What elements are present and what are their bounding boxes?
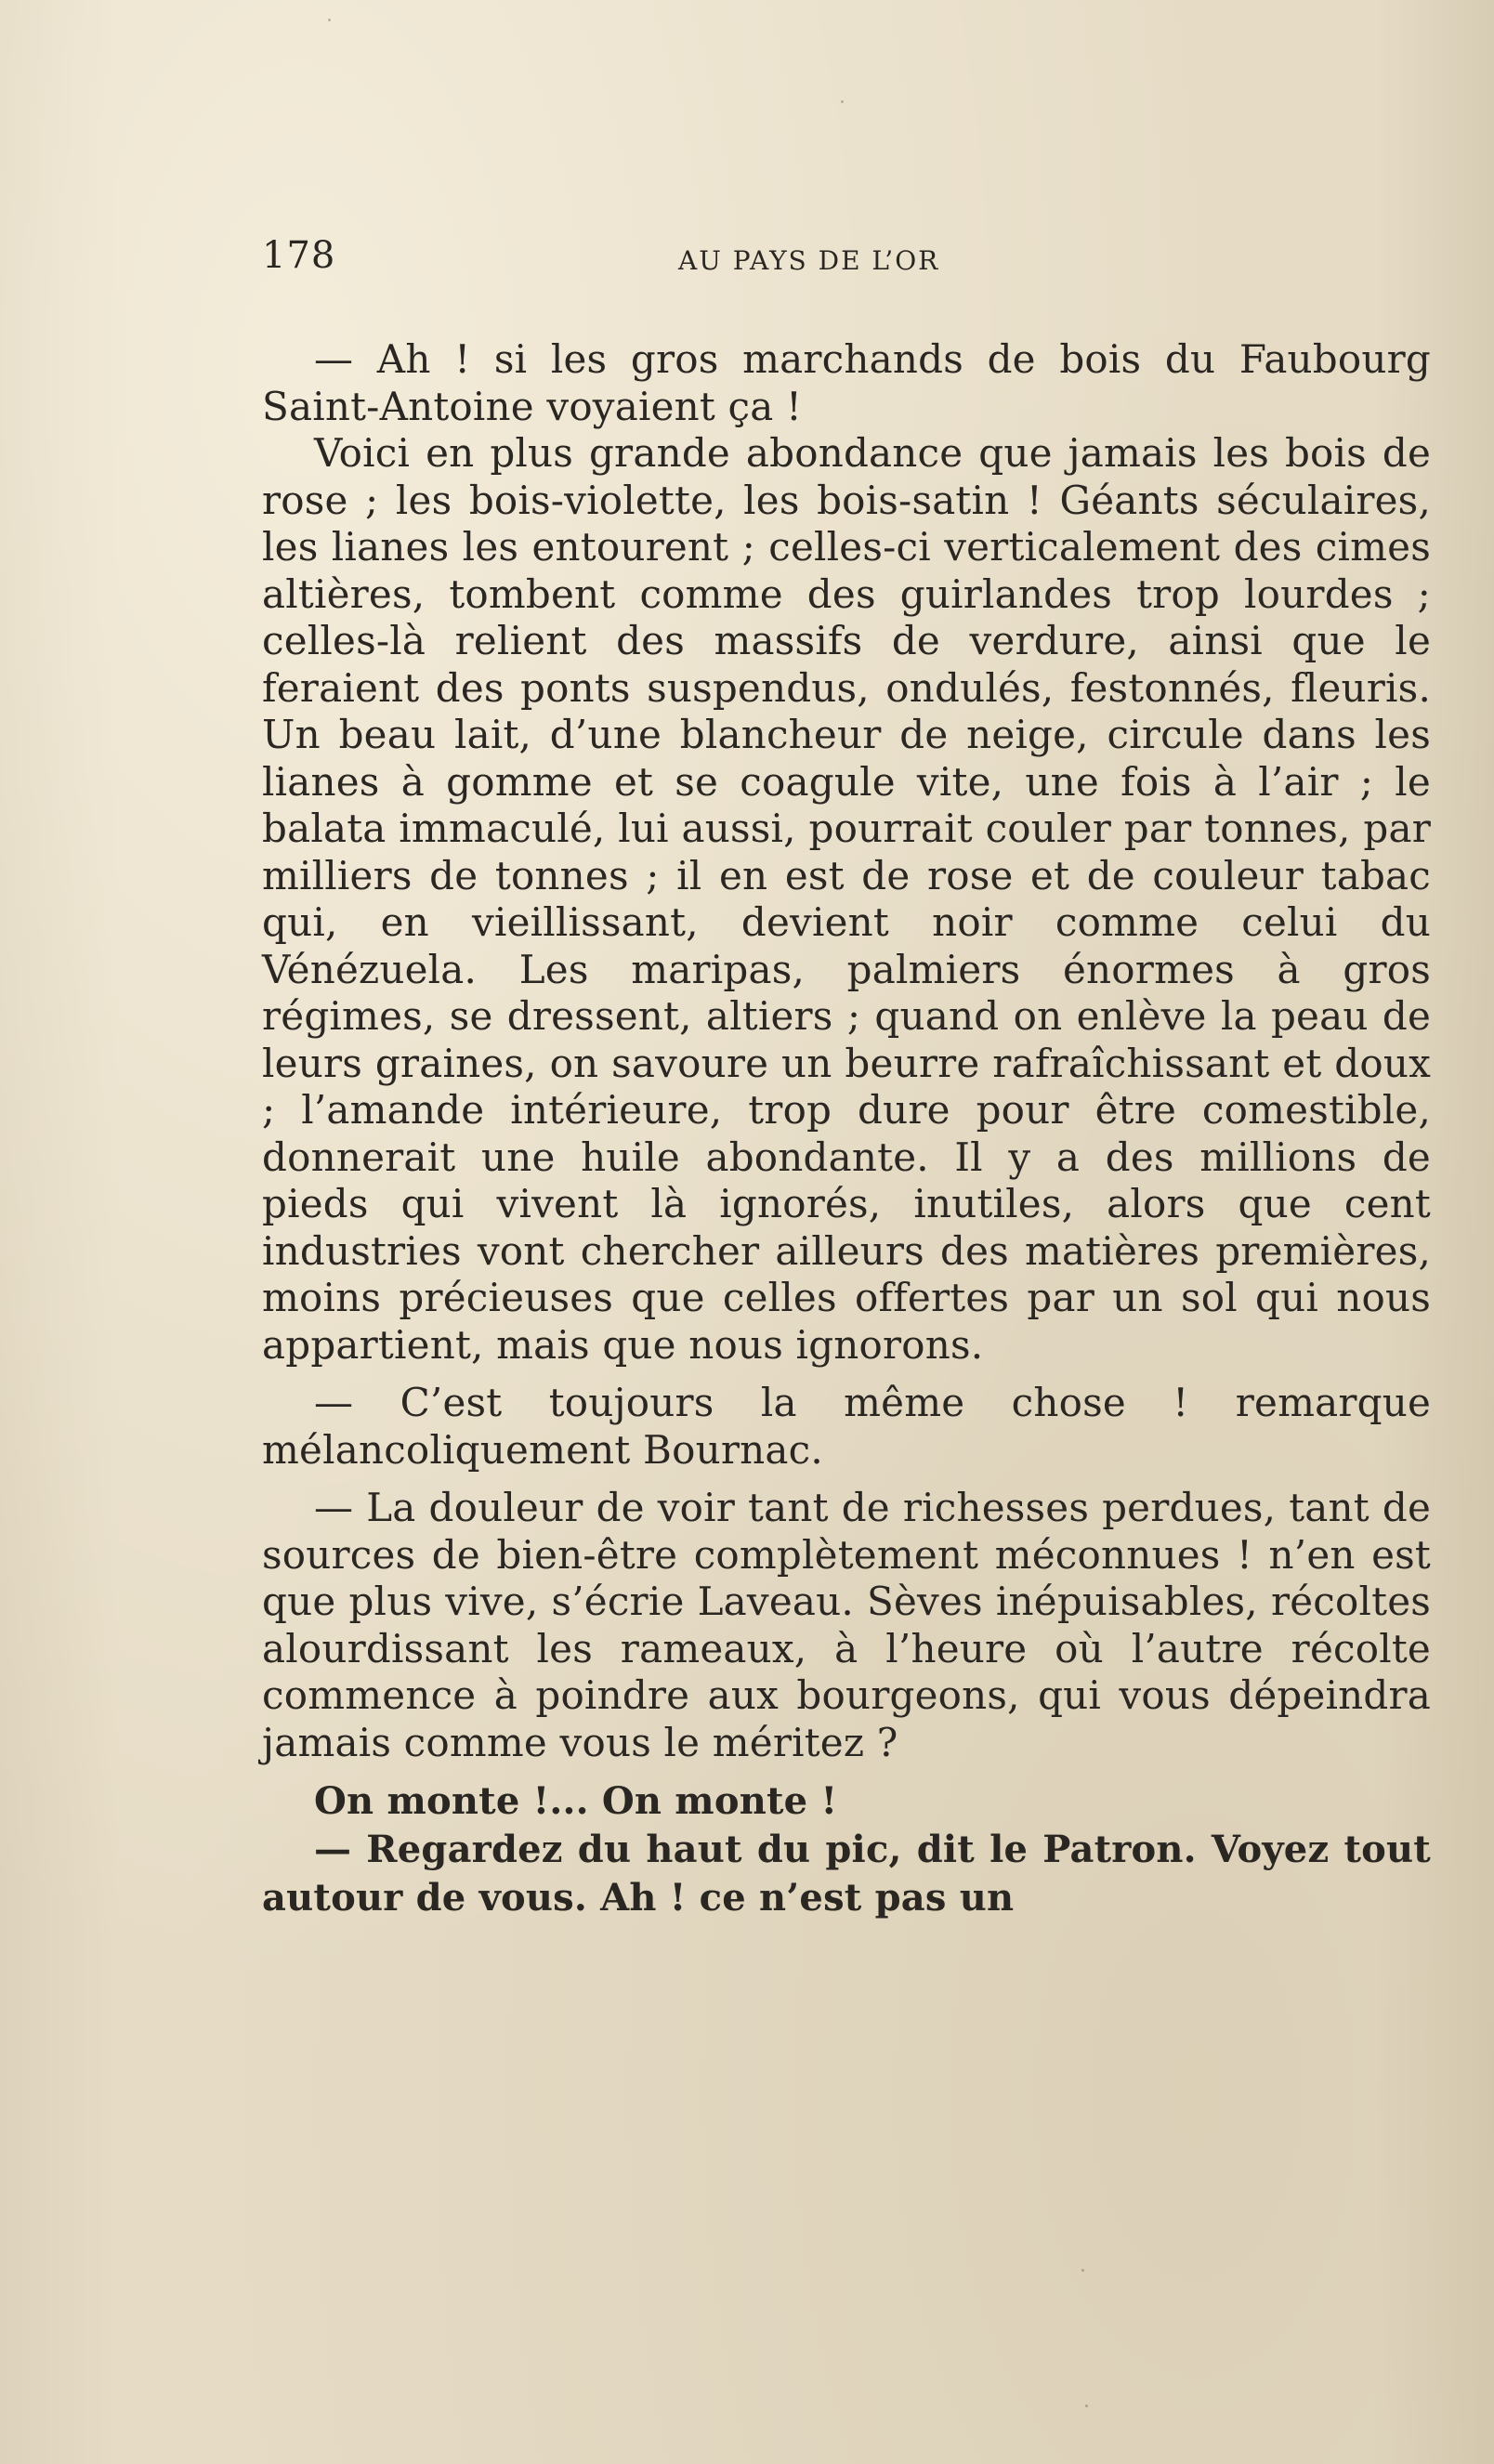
paragraph-forest-description: Voici en plus grande abondance que jamais les bois de rose ; les bois-violette, les bois-satin ! Géants séculaires, les lianes les entourent ; celles-ci verticalement des cimes altières, tombent comme des guirlandes trop lourdes ; celles-là relient des massifs de verdure, ainsi que le feraient des ponts suspendus, ondulés, festonnés, fleuris. Un beau lait, d’une blancheur de neige, circule dans les lianes à gomme et se coagule vite, une fois à l’air ; le balata immaculé, lui aussi, pourrait couler par tonnes, par milliers de tonnes ; il en est de rose et de couleur tabac qui, en vieillissant, devient noir comme celui du Vénézuela. Les maripas, palmiers énormes à gros régimes, se dressent, altiers ; quand on enlève la peau de leurs graines, on savoure un beurre rafraîchissant et doux ; l’amande intérieure, trop dure pour être comestible, donnerait une huile abondante. Il y a des millions de pieds qui vivent là ignorés, inutiles, alors que cent industries vont chercher ailleurs des matières premières, moins précieuses que celles offertes par un sol qui nous appartient, mais que nous ignorons. [262, 430, 1431, 1368]
running-head [262, 234, 1431, 290]
page-number: 178 [262, 234, 336, 277]
paragraph-on-monte: On monte !... On monte ! [314, 1779, 838, 1823]
paragraph-exclamation: — Ah ! si les gros marchands de bois du Faubourg Saint-Antoine voyaient ça ! [262, 336, 1431, 429]
paper-speck [328, 19, 331, 21]
paragraph-patron-speech: — Regardez du haut du pic, dit le Patron. Voyez tout autour de vous. Ah ! ce n’est pas un [262, 1828, 1431, 1920]
paragraph-laveau-exclamation: — La douleur de voir tant de richesses perdues, tant de sources de bien-être complètement méconnues ! n’en est que plus vive, s’écrie Laveau. Sèves inépuisables, récoltes alourdissant les rameaux, à l’heure où l’autre récolte commence à poindre aux bourgeons, qui vous dépeindra jamais comme vous le méritez ? [262, 1485, 1431, 1765]
running-title: AU PAYS DE L’OR [678, 245, 940, 276]
paper-speck [1085, 2405, 1088, 2407]
paper-speck [1081, 2269, 1084, 2272]
body-text [262, 336, 1431, 1922]
paper-speck [841, 100, 844, 103]
paragraph-bournac-remark: — C’est toujours la même chose ! remarque mélancoliquement Bournac. [262, 1380, 1431, 1473]
